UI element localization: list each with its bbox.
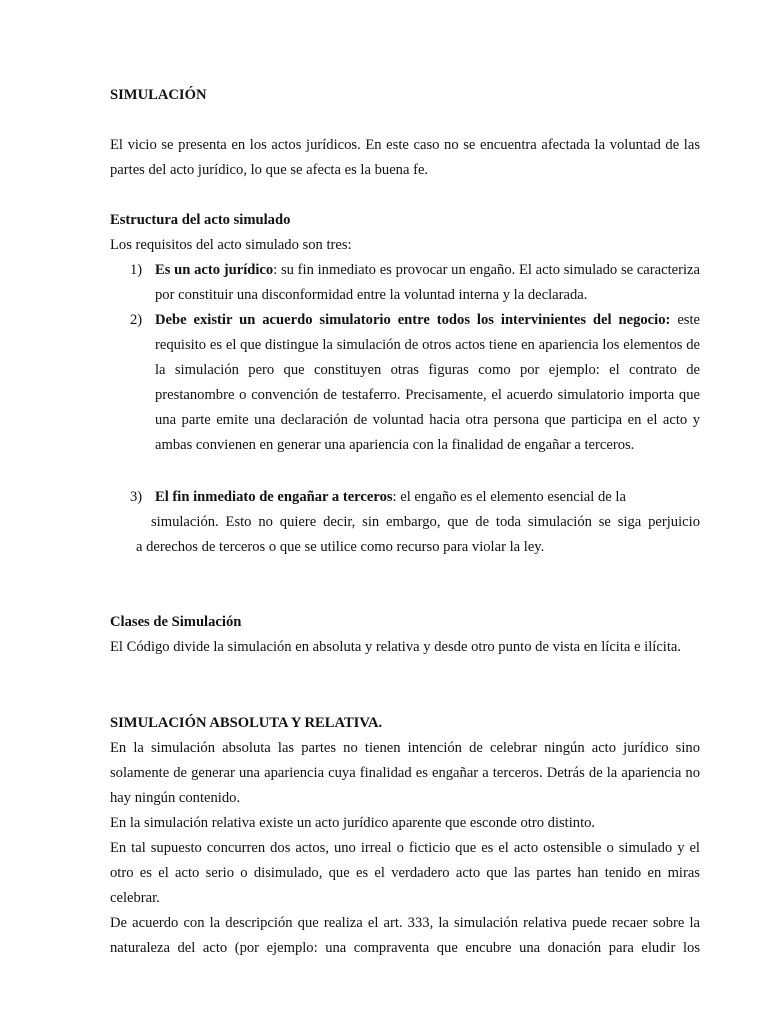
estructura-heading: Estructura del acto simulado [110, 212, 291, 228]
absoluta-paragraph-4: De acuerdo con la descripción que realiza el art. 333, la simulación relativa puede recaer sobre la naturaleza del acto (por ejemplo: una compraventa que encubre una donación para eludir los [110, 915, 700, 956]
clases-heading: Clases de Simulación [110, 614, 242, 630]
list-item-2 [155, 308, 700, 458]
intro-paragraph: El vicio se presenta en los actos jurídicos. En este caso no se encuentra afectada la voluntad de las partes del acto jurídico, lo que se afecta es la buena fe. [110, 137, 700, 178]
list-item-1-bold: Es un acto jurídico [155, 262, 274, 278]
list-item-1-text: : su fin inmediato es provocar un engaño. El acto simulado se caracteriza por constituir una disconformidad entre la voluntad interna y la declarada. [155, 262, 700, 303]
list-item-1-number: 1) [130, 262, 143, 278]
estructura-lead: Los requisitos del acto simulado son tres: [110, 237, 352, 253]
absoluta-paragraph-1: En la simulación absoluta las partes no tienen intención de celebrar ningún acto jurídico sino solamente de generar una apariencia cuya finalidad es engañar a terceros. Detrás de la apariencia no hay ningún contenido. [110, 740, 700, 806]
list-item-2-bold: Debe existir un acuerdo simulatorio entre todos los intervinientes del negocio: [155, 312, 671, 328]
list-item-3-number: 3) [130, 489, 143, 505]
clases-paragraph: El Código divide la simulación en absoluta y relativa y desde otro punto de vista en lícita e ilícita. [110, 639, 682, 655]
page-title: SIMULACIÓN [110, 87, 207, 103]
list-item-2-number: 2) [130, 312, 143, 328]
absoluta-paragraph-3: En tal supuesto concurren dos actos, uno irreal o ficticio que es el acto ostensible o simulado y el otro es el acto serio o disimulado, que es el verdadero acto que las partes han tenido en miras celebrar. [110, 840, 700, 906]
list-item-1 [155, 258, 700, 308]
absoluta-heading: SIMULACIÓN ABSOLUTA Y RELATIVA. [110, 715, 383, 731]
list-item-3 [155, 485, 626, 510]
list-item-3-text: : el engaño es el elemento esencial de la [392, 489, 626, 505]
list-item-3-line-2: simulación. Esto no quiere decir, sin embargo, que de toda simulación se siga perjuicio [151, 514, 700, 530]
list-item-3-bold: El fin inmediato de engañar a terceros [155, 489, 393, 505]
list-item-3-line-3: a derechos de terceros o que se utilice como recurso para violar la ley. [136, 539, 545, 555]
list-item-2-text: este requisito es el que distingue la simulación de otros actos tiene en apariencia los elementos de la simulación pero que constituyen otras figuras como por ejemplo: el contrato de prestanombre o convención de testaferro. Precisamente, el acuerdo simulatorio importa que una parte emite una declaración de voluntad hacia otra persona que participa en el acto y ambas convienen en generar una apariencia con la finalidad de engañar a terceros. [155, 312, 701, 453]
absoluta-paragraph-2: En la simulación relativa existe un acto jurídico aparente que esconde otro distinto. [110, 815, 596, 831]
